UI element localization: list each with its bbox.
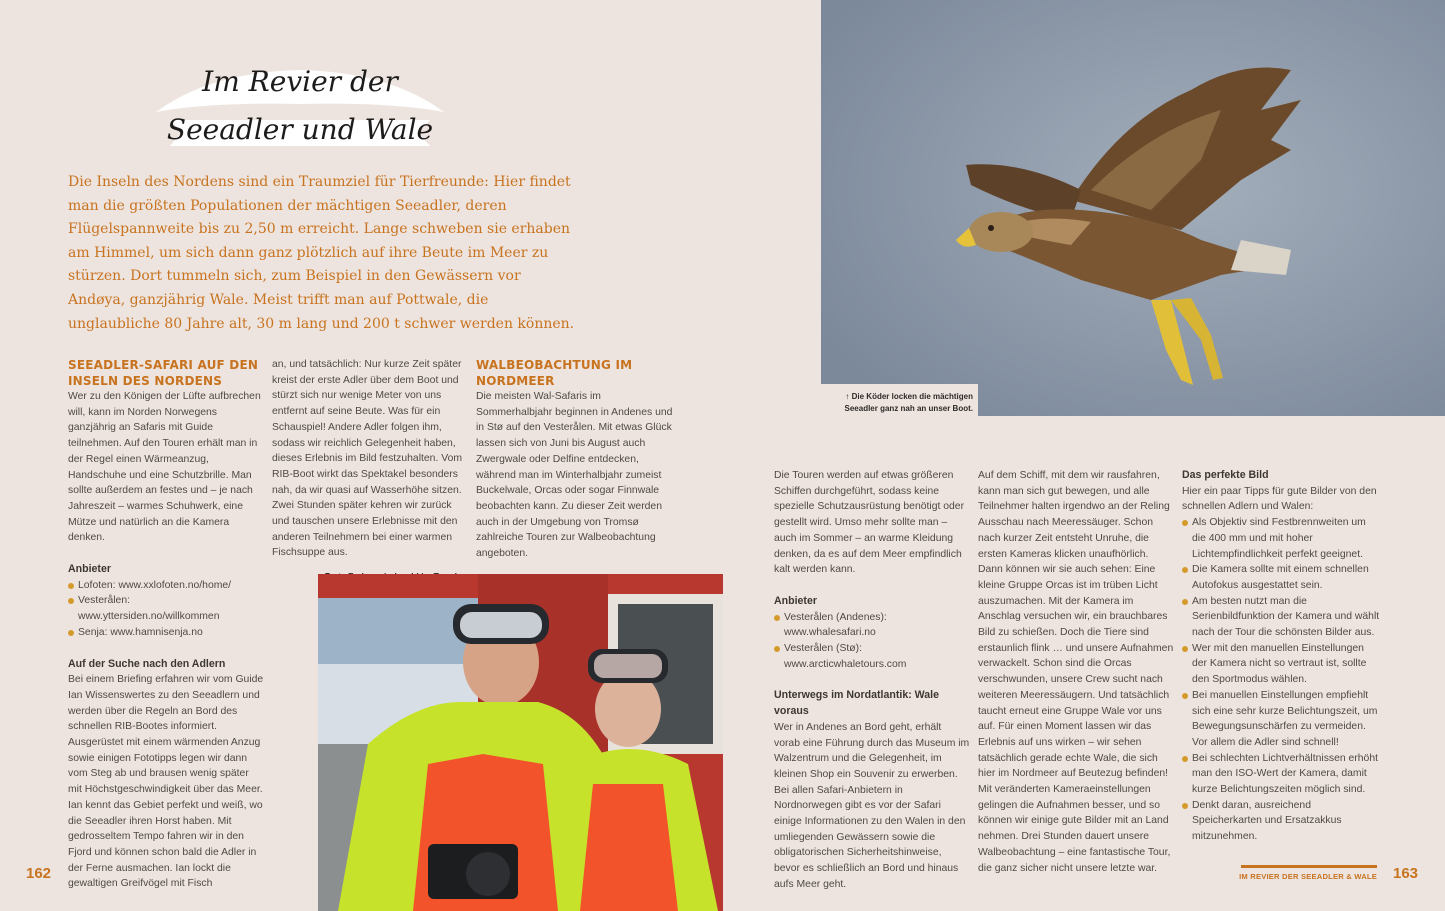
intro-text: Die Inseln des Nordens sind ein Traumziel für Tierfreunde: Hier findet man die größten Populationen der mächtigen Seeadler, deren Flügelspannweite bis zu 2,50 m erreicht. Lange schweben sie erhaben am Himmel, um sich dann ganz plötzlich auf ihre Beute im Meer zu stürzen. Dort tummeln sich, zum Beispiel in den Gewässern vor Andøya, ganzjährig Wale. Meist trifft man auf Pottwale, die unglaubliche 80 Jahre alt, 30 m lang und 200 t schwer werden können. [68, 174, 575, 332]
col1-text: Wer zu den Königen der Lüfte aufbrechen will, kann im Norden Norwegens ganzjährig an Safaris mit Guide teilnehmen. Auf den Touren erhält man in der Regel einen Wärmeanzug, Handschuhe und eine Schutzbrille. Man sollte außerdem an festes und – je nach Jahreszeit – warmes Schuhwerk, eine Mütze und natürlich an die Kamera denken. [68, 391, 261, 544]
col6-text: Hier ein paar Tipps für gute Bilder von den schnellen Adlern und Walen: [1182, 485, 1377, 513]
tips-list [1182, 515, 1380, 845]
column-3 [476, 357, 674, 562]
list-item: Vesterålen (Andenes): www.whalesafari.no [774, 610, 970, 641]
anbieter-title-2: Anbieter [774, 594, 817, 607]
subheading-nordatlantik: Unterwegs im Nordatlantik: Wale voraus [774, 689, 940, 718]
list-item: Als Objektiv sind Festbrennweiten um die 400 mm und mit hoher Lichtempfindlichkeit perfekt geeignet. [1182, 515, 1380, 562]
photo-people-illustration [318, 574, 723, 911]
col3-text: Die meisten Wal-Safaris im Sommerhalbjahr beginnen in Andenes und in Stø auf den Vesterålen. Mit etwas Glück lassen sich von Juni bis August auch Zwergwale oder Delfine entdecken, während man im Winterhalbjahr zumeist Buckelwale, Orcas oder sogar Finnwale beobachten kann. Zu dieser Zeit werden auch in der Umgebung von Tromsø zahlreiche Touren zur Walbeobachtung angeboten. [476, 391, 673, 560]
column-1 [68, 357, 265, 892]
list-item: Denkt daran, ausreichend Speicherkarten und Ersatzakkus mitzunehmen. [1182, 798, 1380, 845]
list-item: Die Kamera sollte mit einem schnellen Autofokus ausgestattet sein. [1182, 562, 1380, 593]
column-5 [978, 468, 1174, 876]
col1-text2: Bei einem Briefing erfahren wir vom Guide Ian Wissenswertes zu den Seeadlern und werden über die Regeln an Bord des schnellen RIB-Bootes informiert. Ausgerüstet mit einem wärmenden Anzug sowie einigen Fototipps legen wir dann vom Steg ab und brausen wenig später mit Höchstgeschwindigkeit über das Meer. Ian kennt das Gebiet perfekt und weiß, wo die Seeadler ihren Horst haben. Mit gedrosseltem Tempo fahren wir in den Fjord und können schon bald die Adler in der Ferne ausmachen. Ian lockt die gewaltigen Greifvögel mit Fisch [68, 674, 264, 890]
list-item: Lofoten: www.xxlofoten.no/home/ [68, 578, 265, 594]
col4-text2: Wer in Andenes an Bord geht, erhält vorab eine Führung durch das Museum im Walzentrum und die Gelegenheit, im kleinen Shop ein Souvenir zu erwerben. Bei allen Safari-Anbietern in Nordnorwegen gibt es vor der Safari einige Informationen zu den Walen in den umliegenden Gewässern sowie die obligatorischen Sicherheitshinweise, bevor es schließlich an Bord und hinaus aufs Meer geht. [774, 721, 970, 890]
column-4 [774, 468, 970, 893]
list-item: Vesterålen (Stø): www.arcticwhaletours.com [774, 641, 970, 672]
photo-people [318, 574, 723, 911]
list-item: Wer mit den manuellen Einstellungen der Kamera nicht so vertraut ist, sollte den Sportmodus wählen. [1182, 641, 1380, 688]
list-item: Bei manuellen Einstellungen empfiehlt sich eine sehr kurze Belichtungszeit, um Bewegungsunschärfen zu vermeiden. Vor allem die Adler sind schnell! [1182, 688, 1380, 751]
column-6 [1182, 468, 1380, 845]
list-item: Senja: www.hamnisenja.no [68, 625, 265, 641]
running-title-rule [1241, 865, 1377, 868]
running-title: IM REVIER DER SEEADLER & WALE [1239, 872, 1377, 881]
section-heading-wal: WALBEOBACHTUNG IM NORDMEER [476, 358, 633, 388]
anbieter-list [68, 578, 265, 641]
anbieter-list-2 [774, 610, 970, 673]
page-number-right: 163 [1393, 865, 1419, 882]
section-heading-seeadler: SEEADLER-SAFARI AUF DEN INSELN DES NORDENS [68, 358, 259, 388]
eagle-illustration [821, 0, 1445, 416]
list-item: Am besten nutzt man die Serienbildfunktion der Kamera und wählt nach der Tour die schönsten Bilder aus. [1182, 594, 1380, 641]
col2-text: an, und tatsächlich: Nur kurze Zeit später kreist der erste Adler über dem Boot und stürzt sich nur wenige Meter von uns entfernt auf seine Beute. Was für ein Schauspiel! Andere Adler folgen ihm, sodass wir reichlich Gelegenheit haben, dieses Erlebnis im Bild festzuhalten. Vom RIB-Boot wirkt das Spektakel besonders nah, da wir quasi auf Wasserhöhe sitzen. Zwei Stunden später kehren wir zurück und tauschen unsere Erlebnisse mit den anderen Teilnehmern bei einer warmen Fischsuppe aus. [272, 359, 463, 559]
photo-eagle [821, 0, 1445, 416]
list-item: Vesterålen: www.yttersiden.no/willkommen [68, 593, 265, 624]
page-title-line1: Im Revier der [202, 65, 398, 98]
anbieter-title: Anbieter [68, 563, 111, 576]
col4-text: Die Touren werden auf etwas größeren Schiffen durchgeführt, sodass keine spezielle Schutzausrüstung benötigt oder gestellt wird. Umso mehr sollte man – auch im Sommer – an warme Kleidung denken, da es auf dem Meer empfindlich kalt werden kann. [774, 470, 965, 576]
page-title-line2: Seeadler und Wale [166, 113, 434, 146]
list-item: Bei schlechten Lichtverhältnissen erhöht man den ISO-Wert der Kamera, damit kurze Belichtungszeiten möglich sind. [1182, 751, 1380, 798]
page-number-left: 162 [26, 865, 52, 882]
col5-text: Auf dem Schiff, mit dem wir rausfahren, kann man sich gut bewegen, und alle Teilnehmer halten irgendwo an der Reling Ausschau nach Meeressäuger. Schon nach kurzer Zeit entsteht Unruhe, die ersten Kameras klicken unaufhörlich. Dann können wir sie auch sehen: Eine kleine Gruppe Orcas ist im trüben Licht auszumachen. Mit der Kamera im Anschlag versuchen wir, ein brauchbares Bild zu schießen. Doch die Tiere sind erstaunlich flink … und unsere Aufnahmen verwackelt. Schon sind die Orcas verschwunden, unsere Crew sucht nach weiteren Meeressäugern. Und tatsächlich taucht erneut eine Gruppe Wale vor uns auf. Für einen Moment lassen wir das Erlebnis auf uns wirken – wir sehen tatsächlich gerade echte Wale, die sich hier im Nordmeer auf Beutezug befinden! Mit veränderten Kameraeinstellungen gelingen die Aufnahmen besser, und so können wir einige gute Bilder mit an Land nehmen. Drei Stunden dauert unsere Walbeobachtung – eine fantastische Tour, die ganz sicher nicht unsere letzte war. [978, 470, 1174, 874]
photo-caption-eagle: ↑ Die Köder locken die mächtigen Seeadler ganz nah an unser Boot. [844, 392, 973, 413]
column-2 [272, 357, 468, 561]
subheading-adler: Auf der Suche nach den Adlern [68, 657, 226, 670]
subheading-perfektes-bild: Das perfekte Bild [1182, 469, 1269, 481]
